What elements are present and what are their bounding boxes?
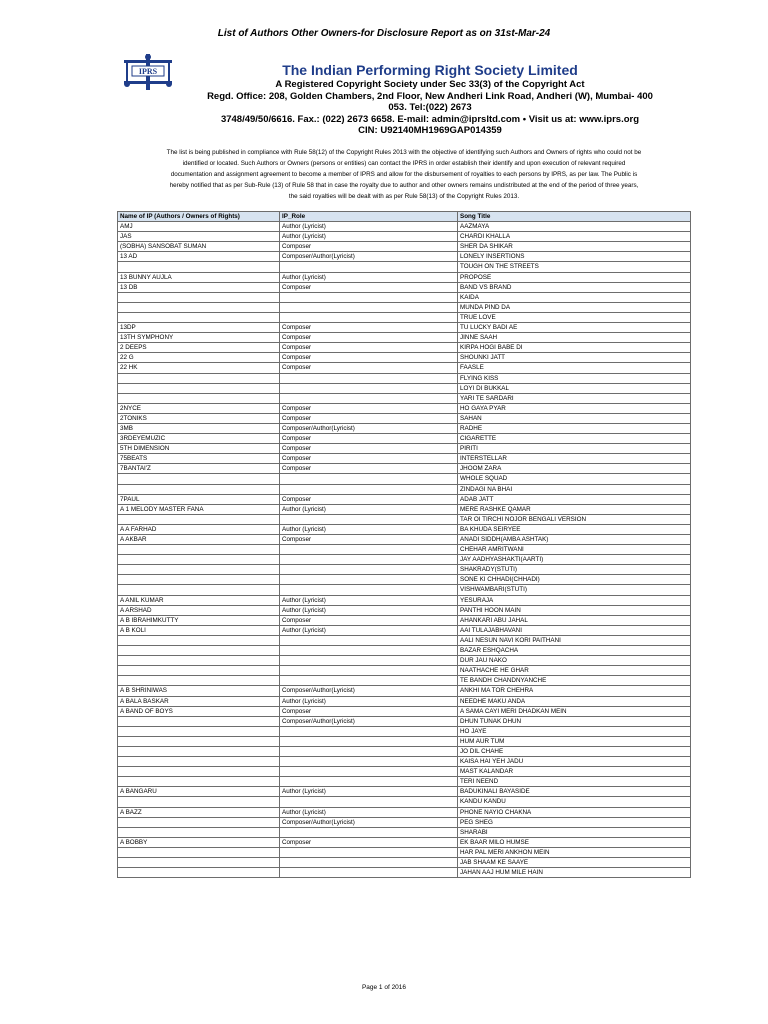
cell-song-title: KAISA HAI YEH JADU xyxy=(458,757,691,767)
cell-ip-role: Author (Lyricist) xyxy=(280,787,458,797)
table-row xyxy=(118,757,691,767)
table-row xyxy=(118,565,691,575)
table-row xyxy=(118,373,691,383)
table-row xyxy=(118,333,691,343)
cell-ip-role: Composer xyxy=(280,333,458,343)
report-title: List of Authors Other Owners-for Disclosure Report as on 31st-Mar-24 xyxy=(217,28,551,39)
cell-song-title: HO GAYA PYAR xyxy=(458,403,691,413)
cell-ip-name: 7BANTAI'Z xyxy=(118,464,280,474)
table-row xyxy=(118,222,691,232)
cell-ip-name xyxy=(118,676,280,686)
iprs-logo xyxy=(120,52,176,92)
cell-song-title: INTERSTELLAR xyxy=(458,454,691,464)
cell-song-title: KAIDA xyxy=(458,292,691,302)
cell-ip-name xyxy=(118,646,280,656)
cell-song-title: PHONE NAYIO CHAKNA xyxy=(458,807,691,817)
table-row xyxy=(118,605,691,615)
cell-ip-name xyxy=(118,292,280,302)
cell-song-title: SHAKRADY(STUTI) xyxy=(458,565,691,575)
cell-ip-name: (SOBHA) SANSOBAT SUMAN xyxy=(118,242,280,252)
cell-ip-name: 22 HK xyxy=(118,363,280,373)
cell-ip-name: 13DP xyxy=(118,323,280,333)
cell-ip-name xyxy=(118,777,280,787)
cell-song-title: PEG SHEG xyxy=(458,817,691,827)
cell-ip-role xyxy=(280,847,458,857)
table-row xyxy=(118,232,691,242)
cell-ip-name: 75BEATS xyxy=(118,454,280,464)
cell-ip-name xyxy=(118,312,280,322)
cell-ip-role: Composer xyxy=(280,403,458,413)
logo-text: IPRS xyxy=(138,67,158,76)
table-row xyxy=(118,252,691,262)
cell-ip-role xyxy=(280,312,458,322)
table-row xyxy=(118,413,691,423)
cell-song-title: PANTHI HOON MAIN xyxy=(458,605,691,615)
cell-song-title: MAST KALANDAR xyxy=(458,767,691,777)
cell-ip-role: Composer xyxy=(280,353,458,363)
cell-ip-role xyxy=(280,484,458,494)
table-row xyxy=(118,716,691,726)
table-row xyxy=(118,363,691,373)
table-body xyxy=(118,222,691,878)
cell-ip-name: A BANGARU xyxy=(118,787,280,797)
cell-ip-role xyxy=(280,585,458,595)
cell-ip-role: Author (Lyricist) xyxy=(280,222,458,232)
table-row xyxy=(118,676,691,686)
cell-ip-name xyxy=(118,555,280,565)
cell-ip-name: 13 DB xyxy=(118,282,280,292)
table-row xyxy=(118,868,691,878)
cell-ip-role: Composer/Author(Lyricist) xyxy=(280,716,458,726)
cell-ip-role: Composer/Author(Lyricist) xyxy=(280,252,458,262)
table-row xyxy=(118,242,691,252)
table-row xyxy=(118,434,691,444)
table-row xyxy=(118,827,691,837)
table-row xyxy=(118,504,691,514)
cell-ip-name: A AKBAR xyxy=(118,535,280,545)
cell-ip-name xyxy=(118,736,280,746)
cell-ip-name xyxy=(118,656,280,666)
cell-ip-role: Composer xyxy=(280,454,458,464)
cell-ip-role: Composer xyxy=(280,494,458,504)
intro-paragraph xyxy=(118,147,690,202)
table-row xyxy=(118,474,691,484)
cell-ip-role xyxy=(280,736,458,746)
cell-song-title: BAZAR ESHQACHA xyxy=(458,646,691,656)
cell-ip-role xyxy=(280,565,458,575)
cell-song-title: CHARDI KHALLA xyxy=(458,232,691,242)
table-row xyxy=(118,706,691,716)
table-row xyxy=(118,323,691,333)
cell-ip-name xyxy=(118,484,280,494)
cell-ip-role xyxy=(280,858,458,868)
cell-ip-name xyxy=(118,757,280,767)
cell-ip-name: 3MB xyxy=(118,423,280,433)
cell-ip-role xyxy=(280,868,458,878)
table-row xyxy=(118,272,691,282)
cell-ip-role xyxy=(280,545,458,555)
cell-ip-name xyxy=(118,726,280,736)
cell-ip-role: Author (Lyricist) xyxy=(280,232,458,242)
table-row xyxy=(118,262,691,272)
cell-ip-name: 2TONIKS xyxy=(118,413,280,423)
org-name: The Indian Performing Right Society Limited xyxy=(282,62,578,78)
table-row xyxy=(118,343,691,353)
cell-ip-role: Author (Lyricist) xyxy=(280,605,458,615)
cell-ip-name xyxy=(118,585,280,595)
cell-ip-role xyxy=(280,393,458,403)
cell-song-title: TU LUCKY BADI AE xyxy=(458,323,691,333)
table-row xyxy=(118,807,691,817)
table-row xyxy=(118,393,691,403)
cell-song-title: JAY AADHYASHAKTI(AARTI) xyxy=(458,555,691,565)
header-name-of-ip: Name of IP (Authors / Owners of Rights) xyxy=(118,212,280,222)
cell-song-title: JAHAN AAJ HUM MILE HAIN xyxy=(458,868,691,878)
cell-song-title: AAZMAYA xyxy=(458,222,691,232)
cell-ip-role xyxy=(280,797,458,807)
cell-song-title: BADUKINALI BAYASIDE xyxy=(458,787,691,797)
table-row xyxy=(118,403,691,413)
cell-ip-role: Author (Lyricist) xyxy=(280,807,458,817)
cell-ip-role: Composer xyxy=(280,535,458,545)
table-header-row xyxy=(118,212,691,222)
table-row xyxy=(118,595,691,605)
cell-song-title: WHOLE SQUAD xyxy=(458,474,691,484)
cell-ip-name xyxy=(118,868,280,878)
table-row xyxy=(118,615,691,625)
cell-song-title: YARI TE SARDARI xyxy=(458,393,691,403)
table-row xyxy=(118,736,691,746)
cell-ip-name: A B IBRAHIMKUTTY xyxy=(118,615,280,625)
cell-song-title: AAI TULAJABHAVANI xyxy=(458,625,691,635)
table-row xyxy=(118,656,691,666)
cell-ip-name: 2NYCE xyxy=(118,403,280,413)
table-row xyxy=(118,464,691,474)
cell-ip-role xyxy=(280,746,458,756)
cell-ip-role: Composer xyxy=(280,434,458,444)
org-cin: CIN: U92140MH1969GAP014359 xyxy=(358,125,502,136)
cell-ip-name xyxy=(118,575,280,585)
table-row xyxy=(118,696,691,706)
cell-ip-name: A B SHRINIWAS xyxy=(118,686,280,696)
cell-song-title: DHUN TUNAK DHUN xyxy=(458,716,691,726)
cell-song-title: MERE RASHKE QAMAR xyxy=(458,504,691,514)
cell-ip-role: Composer/Author(Lyricist) xyxy=(280,817,458,827)
cell-song-title: HUM AUR TUM xyxy=(458,736,691,746)
cell-song-title: AALI NESUN NAVI KORI PAITHANI xyxy=(458,635,691,645)
cell-ip-role: Author (Lyricist) xyxy=(280,272,458,282)
cell-ip-name xyxy=(118,858,280,868)
cell-song-title: HAR PAL MERI ANKHON MEIN xyxy=(458,847,691,857)
cell-ip-name xyxy=(118,474,280,484)
cell-song-title: BAND VS BRAND xyxy=(458,282,691,292)
cell-ip-name: 7PAUL xyxy=(118,494,280,504)
cell-ip-role xyxy=(280,262,458,272)
table-row xyxy=(118,535,691,545)
cell-song-title: YESURAJA xyxy=(458,595,691,605)
cell-ip-role xyxy=(280,676,458,686)
cell-ip-role xyxy=(280,373,458,383)
table-row xyxy=(118,585,691,595)
table-row xyxy=(118,383,691,393)
cell-ip-name xyxy=(118,666,280,676)
authors-table xyxy=(117,211,691,878)
table-row xyxy=(118,494,691,504)
cell-ip-role xyxy=(280,635,458,645)
org-address-line-2: 3748/49/50/6616. Fax.: (022) 2673 6658. E-mail: admin@iprsltd.com • Visit us at: www.iprs.org xyxy=(220,113,640,125)
cell-ip-name xyxy=(118,302,280,312)
cell-song-title: ZINDAGI NA BHAI xyxy=(458,484,691,494)
cell-ip-name xyxy=(118,716,280,726)
page-number: Page 1 of 2016 xyxy=(361,984,407,991)
cell-song-title: PIRITI xyxy=(458,444,691,454)
cell-ip-role xyxy=(280,777,458,787)
cell-ip-role xyxy=(280,656,458,666)
table-row xyxy=(118,444,691,454)
table-row xyxy=(118,575,691,585)
intro-line: identified or located. Such Authors or Owners (persons or entities) can contact the IPRS in order establish their identify and upon execution of relevant required xyxy=(182,160,626,168)
cell-ip-name: A B KOLI xyxy=(118,625,280,635)
table-row xyxy=(118,858,691,868)
cell-ip-name: A ARSHAD xyxy=(118,605,280,615)
cell-song-title: ANKHI MA TOR CHEHRA xyxy=(458,686,691,696)
table-row xyxy=(118,292,691,302)
cell-ip-role xyxy=(280,767,458,777)
cell-ip-name xyxy=(118,514,280,524)
cell-ip-role: Composer/Author(Lyricist) xyxy=(280,686,458,696)
org-subtitle: A Registered Copyright Society under Sec 33(3) of the Copyright Act xyxy=(275,79,585,90)
header-ip-role: IP_Role xyxy=(280,212,458,222)
cell-ip-role: Author (Lyricist) xyxy=(280,625,458,635)
cell-song-title: BA KHUDA SEIRYEE xyxy=(458,524,691,534)
cell-song-title: RADHE xyxy=(458,423,691,433)
table-row xyxy=(118,686,691,696)
cell-ip-role: Author (Lyricist) xyxy=(280,504,458,514)
cell-ip-role xyxy=(280,646,458,656)
table-row xyxy=(118,746,691,756)
table-row xyxy=(118,545,691,555)
cell-ip-name: 13 BUNNY AUJLA xyxy=(118,272,280,282)
cell-song-title: CIGARETTE xyxy=(458,434,691,444)
table-row xyxy=(118,847,691,857)
table-row xyxy=(118,646,691,656)
cell-song-title: SAHAN xyxy=(458,413,691,423)
cell-ip-name: 5TH DIMENSION xyxy=(118,444,280,454)
cell-song-title: TERI NEEND xyxy=(458,777,691,787)
cell-song-title: NEEDHE MAKU ANDA xyxy=(458,696,691,706)
cell-ip-role xyxy=(280,757,458,767)
cell-ip-role: Author (Lyricist) xyxy=(280,595,458,605)
cell-song-title: TRUE LOVE xyxy=(458,312,691,322)
cell-ip-name: 13 AD xyxy=(118,252,280,262)
cell-ip-name xyxy=(118,746,280,756)
cell-song-title: SHARABI xyxy=(458,827,691,837)
table-row xyxy=(118,625,691,635)
cell-ip-role: Composer xyxy=(280,282,458,292)
cell-ip-role xyxy=(280,302,458,312)
intro-line: The list is being published in compliance with Rule 58(12) of the Copyright Rules 2013 with the objective of identifying such Authors and Owners of rights who could not be xyxy=(166,149,642,156)
cell-song-title: SHOUNKI JATT xyxy=(458,353,691,363)
org-header xyxy=(200,62,660,137)
cell-ip-role xyxy=(280,555,458,565)
cell-song-title: ANADI SIDDH(AMBA ASHTAK) xyxy=(458,535,691,545)
cell-ip-name: A BAND OF BOYS xyxy=(118,706,280,716)
table-row xyxy=(118,635,691,645)
table-row xyxy=(118,767,691,777)
cell-ip-role xyxy=(280,827,458,837)
cell-song-title: JINNE SAAH xyxy=(458,333,691,343)
cell-ip-role: Composer xyxy=(280,343,458,353)
cell-ip-name: A BALA BASKAR xyxy=(118,696,280,706)
cell-song-title: LOYI DI BUKKAL xyxy=(458,383,691,393)
intro-line: the said royalties will be dealt with as per Rule 58(13) of the Copyright Rules 2013. xyxy=(288,193,520,201)
cell-ip-name xyxy=(118,393,280,403)
cell-ip-name xyxy=(118,847,280,857)
cell-ip-name xyxy=(118,383,280,393)
table-row xyxy=(118,423,691,433)
cell-song-title: SONE KI CHHADI(CHHADI) xyxy=(458,575,691,585)
cell-song-title: TOUGH ON THE STREETS xyxy=(458,262,691,272)
table-row xyxy=(118,777,691,787)
cell-song-title: TE BANDH CHANDNYANCHE xyxy=(458,676,691,686)
table-row xyxy=(118,282,691,292)
intro-line: documentation and assignment agreement to become a member of IPRS and allow for the disbursement of royalties to each persons by IPRS, as per law. The Public is xyxy=(170,171,638,179)
table-row xyxy=(118,797,691,807)
cell-song-title: JAB SHAAM KE SAAYE xyxy=(458,858,691,868)
table-row xyxy=(118,726,691,736)
cell-ip-role xyxy=(280,666,458,676)
cell-song-title: A SAMA CAYI MERI DHADKAN MEIN xyxy=(458,706,691,716)
cell-ip-role: Author (Lyricist) xyxy=(280,696,458,706)
cell-song-title: JHOOM ZARA xyxy=(458,464,691,474)
cell-ip-role xyxy=(280,383,458,393)
cell-ip-name xyxy=(118,797,280,807)
cell-song-title: CHEHAR AMRITWANI xyxy=(458,545,691,555)
table-row xyxy=(118,302,691,312)
cell-ip-name: A 1 MELODY MASTER FANA xyxy=(118,504,280,514)
table-row xyxy=(118,514,691,524)
table-row xyxy=(118,312,691,322)
cell-ip-role: Composer xyxy=(280,444,458,454)
cell-song-title: LONELY INSERTIONS xyxy=(458,252,691,262)
table-row xyxy=(118,353,691,363)
cell-ip-role xyxy=(280,726,458,736)
intro-line: hereby notified that as per Sub-Rule (13) of Rule 58 that in case the royalty due to author and other owners remains undistributed at the end of the period of three years, xyxy=(169,182,639,190)
cell-ip-name: 22 G xyxy=(118,353,280,363)
cell-song-title: NAATHACHE HE GHAR xyxy=(458,666,691,676)
cell-ip-role xyxy=(280,514,458,524)
cell-ip-name xyxy=(118,262,280,272)
table-row xyxy=(118,524,691,534)
cell-ip-role: Composer xyxy=(280,363,458,373)
cell-ip-name: 3RDEYEMUZIC xyxy=(118,434,280,444)
cell-ip-name xyxy=(118,635,280,645)
cell-ip-role: Composer xyxy=(280,323,458,333)
cell-ip-name: JAS xyxy=(118,232,280,242)
cell-ip-name: A A FARHAD xyxy=(118,524,280,534)
cell-ip-role xyxy=(280,474,458,484)
cell-ip-role: Composer xyxy=(280,837,458,847)
cell-song-title: PROPOSE xyxy=(458,272,691,282)
cell-ip-role: Composer xyxy=(280,464,458,474)
cell-song-title: SHER DA SHIKAR xyxy=(458,242,691,252)
cell-song-title: FAASLE xyxy=(458,363,691,373)
cell-ip-name xyxy=(118,767,280,777)
table-row xyxy=(118,787,691,797)
table-row xyxy=(118,666,691,676)
cell-ip-role: Composer xyxy=(280,615,458,625)
cell-ip-name xyxy=(118,817,280,827)
cell-ip-role: Composer xyxy=(280,242,458,252)
table-row xyxy=(118,837,691,847)
cell-song-title: JO DIL CHAHE xyxy=(458,746,691,756)
cell-song-title: KIRPA HOGI BABE DI xyxy=(458,343,691,353)
cell-song-title: TAR OI TIRCHI NOJOR BENGALI VERSION xyxy=(458,514,691,524)
org-address-line-1: Regd. Office: 208, Golden Chambers, 2nd Floor, New Andheri Link Road, Andheri (W), Mumbai- 400 053. Tel:(022) 2673 xyxy=(207,90,653,113)
cell-ip-role: Author (Lyricist) xyxy=(280,524,458,534)
cell-ip-role: Composer xyxy=(280,706,458,716)
cell-song-title: FLYING KISS xyxy=(458,373,691,383)
table-row xyxy=(118,454,691,464)
cell-ip-role: Composer/Author(Lyricist) xyxy=(280,423,458,433)
cell-ip-name xyxy=(118,373,280,383)
table-row xyxy=(118,555,691,565)
table-row xyxy=(118,817,691,827)
cell-ip-role: Composer xyxy=(280,413,458,423)
cell-song-title: VISHWAMBARI(STUTI) xyxy=(458,585,691,595)
cell-song-title: EK BAAR MILO HUMSE xyxy=(458,837,691,847)
cell-ip-name: A ANIL KUMAR xyxy=(118,595,280,605)
cell-ip-role xyxy=(280,575,458,585)
cell-ip-name: 13TH SYMPHONY xyxy=(118,333,280,343)
table-row xyxy=(118,484,691,494)
cell-ip-name: A BAZZ xyxy=(118,807,280,817)
cell-ip-name: 2 DEEPS xyxy=(118,343,280,353)
cell-song-title: KANDU KANDU xyxy=(458,797,691,807)
cell-ip-name xyxy=(118,545,280,555)
cell-ip-role xyxy=(280,292,458,302)
cell-ip-name: AMJ xyxy=(118,222,280,232)
header-song-title: Song Title xyxy=(458,212,691,222)
cell-ip-name: A BOBBY xyxy=(118,837,280,847)
cell-ip-name xyxy=(118,565,280,575)
cell-ip-name xyxy=(118,827,280,837)
cell-song-title: DUR JAU NAKO xyxy=(458,656,691,666)
cell-song-title: AHANKARI ABU JAHAL xyxy=(458,615,691,625)
cell-song-title: ADAB JATT xyxy=(458,494,691,504)
cell-song-title: MUNDA PIND DA xyxy=(458,302,691,312)
cell-song-title: HO JAYE xyxy=(458,726,691,736)
